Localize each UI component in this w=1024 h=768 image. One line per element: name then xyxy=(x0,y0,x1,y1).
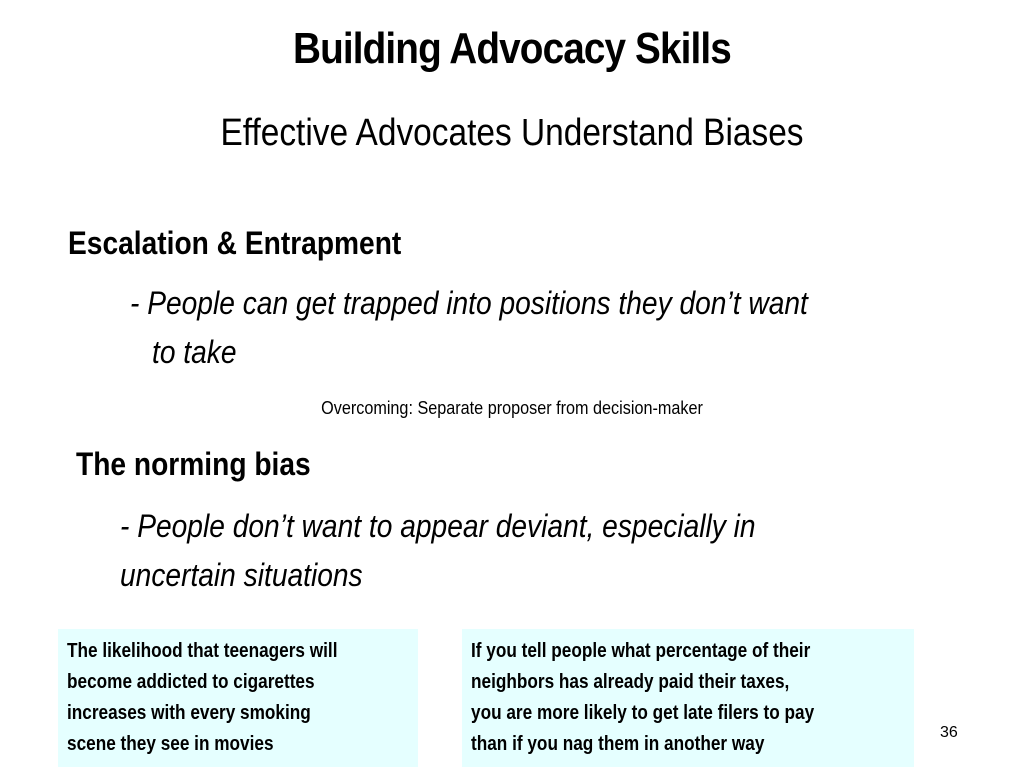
section-heading-escalation: Escalation & Entrapment xyxy=(68,225,402,261)
callout-line: If you tell people what percentage of their xyxy=(471,640,811,662)
callout-line: scene they see in movies xyxy=(67,733,274,755)
callout-line: increases with every smoking xyxy=(67,702,311,724)
overcoming-note: Overcoming: Separate proposer from decision-maker xyxy=(321,398,703,418)
slide-title: Building Advocacy Skills xyxy=(293,24,731,73)
section-heading-norming: The norming bias xyxy=(76,446,311,482)
callout-smoking xyxy=(58,629,418,767)
bullet-escalation-line-2: to take xyxy=(152,334,237,370)
callout-line: become addicted to cigarettes xyxy=(67,671,315,693)
page-number: 36 xyxy=(940,724,958,741)
callout-line: you are more likely to get late filers to pay xyxy=(471,702,815,724)
callout-line: The likelihood that teenagers will xyxy=(67,640,338,662)
bullet-norming-line-2: uncertain situations xyxy=(120,557,363,593)
slide-subtitle: Effective Advocates Understand Biases xyxy=(220,112,804,154)
callout-line: than if you nag them in another way xyxy=(471,733,765,755)
callout-line: neighbors has already paid their taxes, xyxy=(471,671,790,693)
bullet-norming-line-1: - People don’t want to appear deviant, especially in xyxy=(120,508,756,544)
callout-taxes xyxy=(462,629,914,767)
bullet-escalation-line-1: - People can get trapped into positions they don’t want xyxy=(130,285,808,321)
